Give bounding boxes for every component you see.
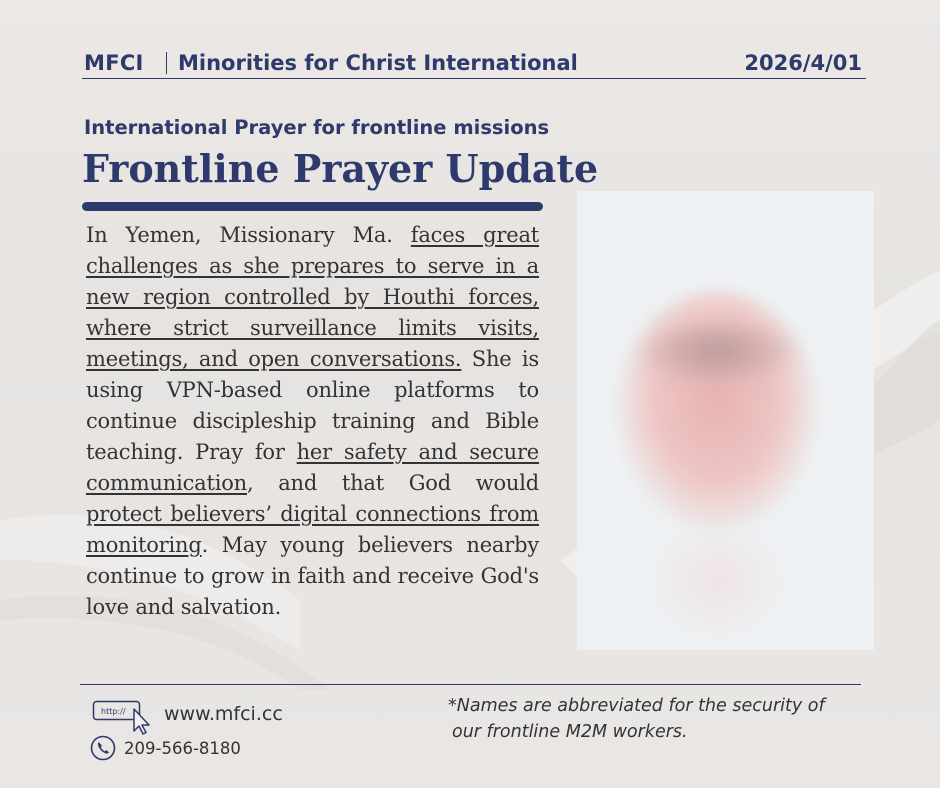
website-icon-label: http:// xyxy=(101,707,126,716)
browser-cursor-icon xyxy=(92,700,154,736)
blurred-missionary-photo xyxy=(577,191,874,650)
header-separator xyxy=(166,52,167,74)
footer-divider xyxy=(80,684,861,685)
disclaimer-line-2: our frontline M2M workers. xyxy=(452,722,688,742)
body-segment: She is using VPN-based online platforms to continue discipleship training and Bible teaching. Pray for xyxy=(86,347,539,464)
page-title: Frontline Prayer Update xyxy=(82,146,599,191)
body-segment: , and that God would xyxy=(247,471,539,495)
header-date: 2026/4/01 xyxy=(744,51,862,75)
header xyxy=(82,48,866,80)
org-abbreviation: MFCI xyxy=(84,51,144,75)
org-full-name: Minorities for Christ International xyxy=(178,51,578,75)
disclaimer-line-1: *Names are abbreviated for the security of xyxy=(448,696,825,716)
title-underline-bar xyxy=(82,202,543,211)
body-segment: In Yemen, Missionary Ma. xyxy=(86,223,411,247)
page-subtitle: International Prayer for frontline missions xyxy=(84,116,550,139)
prayer-update-text xyxy=(86,220,539,623)
security-disclaimer xyxy=(448,693,858,745)
body-segment: . May young believers nearby continue to grow in faith and receive God's love and salvation. xyxy=(86,533,539,619)
body-underlined-segment: her safety and secure communication xyxy=(86,440,540,495)
phone-number: 209-566-8180 xyxy=(124,739,241,758)
phone-icon xyxy=(90,735,116,761)
header-divider xyxy=(82,78,866,79)
body-underlined-segment: faces great challenges as she prepares to serve in a new region controlled by Houthi forces, where strict surveillance limits visits, meetings, and open conversations. xyxy=(86,223,539,371)
website-link[interactable]: www.mfci.cc xyxy=(164,703,283,725)
body-underlined-segment: protect believers’ digital connections from monitoring xyxy=(86,502,539,557)
